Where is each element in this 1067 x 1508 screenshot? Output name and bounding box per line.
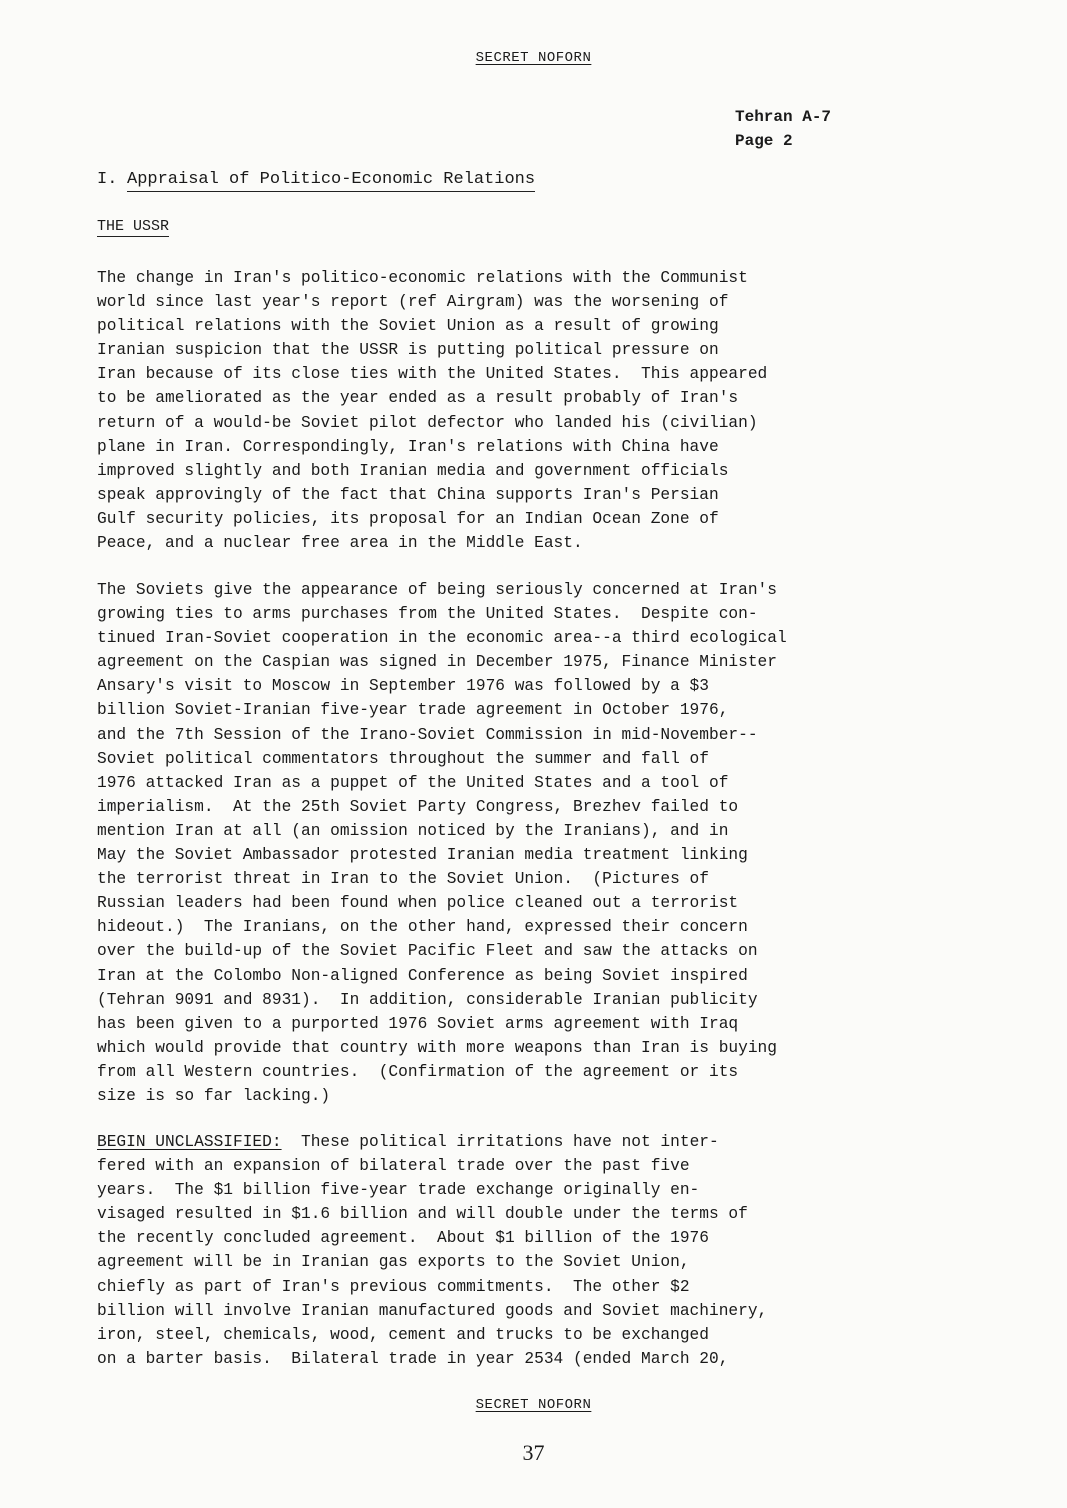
text-line: the terrorist threat in Iran to the Soviet Union. (Pictures of	[97, 870, 709, 889]
text-line: plane in Iran. Correspondingly, Iran's relations with China have	[97, 437, 719, 456]
text-line: Iran because of its close ties with the United States. This appeared	[97, 365, 768, 384]
page-number: 37	[522, 1440, 545, 1465]
classification-footer: SECRET NOFORN	[475, 1397, 592, 1413]
text-line: world since last year's report (ref Airgram) was the worsening of	[97, 293, 729, 312]
text-line: imperialism. At the 25th Soviet Party Congress, Brezhev failed to	[97, 797, 739, 816]
text-line: return of a would-be Soviet pilot defector who landed his (civilian)	[97, 413, 758, 432]
text-line: chiefly as part of Iran's previous commitments. The other $2	[97, 1277, 690, 1296]
text-line: growing ties to arms purchases from the United States. Despite con-	[97, 605, 758, 624]
text-line: size is so far lacking.)	[97, 1086, 331, 1105]
text-line: The change in Iran's politico-economic relations with the Communist	[97, 269, 748, 287]
unclassified-marker: BEGIN UNCLASSIFIED:	[97, 1133, 282, 1151]
text-line: Soviet political commentators throughout the summer and fall of	[97, 749, 709, 768]
text-line: The Soviets give the appearance of being seriously concerned at Iran's	[97, 581, 777, 599]
text-line: billion Soviet-Iranian five-year trade agreement in October 1976,	[97, 701, 729, 720]
text-line: agreement on the Caspian was signed in December 1975, Finance Minister	[97, 653, 777, 672]
paragraph-ussr-relations	[97, 266, 947, 555]
text-line: speak approvingly of the fact that China supports Iran's Persian	[97, 485, 719, 504]
text-line: the recently concluded agreement. About $1 billion of the 1976	[97, 1229, 709, 1248]
text-line: fered with an expansion of bilateral trade over the past five	[97, 1157, 690, 1176]
text-line: years. The $1 billion five-year trade exchange originally en-	[97, 1181, 700, 1200]
text-line: from all Western countries. (Confirmation of the agreement or its	[97, 1062, 739, 1081]
text-line: which would provide that country with more weapons than Iran is buying	[97, 1038, 777, 1057]
text-line: visaged resulted in $1.6 billion and will double under the terms of	[97, 1205, 748, 1224]
text-line: and the 7th Session of the Irano-Soviet Commission in mid-November--	[97, 725, 758, 744]
text-line: hideout.) The Iranians, on the other hand, expressed their concern	[97, 918, 748, 937]
text-line: on a barter basis. Bilateral trade in year 2534 (ended March 20,	[97, 1349, 729, 1368]
text-line: iron, steel, chemicals, wood, cement and trucks to be exchanged	[97, 1325, 709, 1344]
text-line: Peace, and a nuclear free area in the Middle East.	[97, 534, 583, 553]
section-number: I.	[97, 170, 118, 189]
subsection-heading: THE USSR	[97, 218, 170, 235]
text-line: political relations with the Soviet Union as a result of growing	[97, 317, 719, 336]
text-line: billion will involve Iranian manufactured goods and Soviet machinery,	[97, 1301, 768, 1320]
classification-header: SECRET NOFORN	[475, 50, 592, 66]
text-line: has been given to a purported 1976 Soviet arms agreement with Iraq	[97, 1014, 739, 1033]
text-fragment: These political irritations have not inter-	[281, 1133, 719, 1151]
paragraph-soviet-concern	[97, 578, 947, 1108]
text-line: (Tehran 9091 and 8931). In addition, considerable Iranian publicity	[97, 990, 758, 1009]
text-line: to be ameliorated as the year ended as a result probably of Iran's	[97, 389, 739, 408]
text-line: Ansary's visit to Moscow in September 1976 was followed by a $3	[97, 677, 709, 696]
text-line: Russian leaders had been found when police cleaned out a terrorist	[97, 894, 739, 913]
section-heading	[97, 170, 535, 189]
text-line: tinued Iran-Soviet cooperation in the economic area--a third ecological	[97, 629, 787, 648]
text-line: 1976 attacked Iran as a puppet of the United States and a tool of	[97, 773, 729, 792]
reference-number: Tehran A-7	[735, 108, 832, 126]
text-line: Iranian suspicion that the USSR is putting political pressure on	[97, 341, 719, 360]
section-title: Appraisal of Politico-Economic Relations	[127, 170, 535, 192]
text-line: agreement will be in Iranian gas exports to the Soviet Union,	[97, 1253, 690, 1272]
text-line: mention Iran at all (an omission noticed by the Iranians), and in	[97, 821, 729, 840]
text-line: Gulf security policies, its proposal for an Indian Ocean Zone of	[97, 509, 719, 528]
text-line: May the Soviet Ambassador protested Iranian media treatment linking	[97, 846, 748, 865]
reference-block	[735, 105, 831, 153]
text-line: improved slightly and both Iranian media and government officials	[97, 461, 729, 480]
text-line: Iran at the Colombo Non-aligned Conference as being Soviet inspired	[97, 966, 748, 985]
page-label: Page 2	[735, 132, 793, 150]
text-line	[97, 1130, 947, 1154]
text-line: over the build-up of the Soviet Pacific Fleet and saw the attacks on	[97, 942, 758, 961]
paragraph-bilateral-trade	[97, 1130, 947, 1371]
